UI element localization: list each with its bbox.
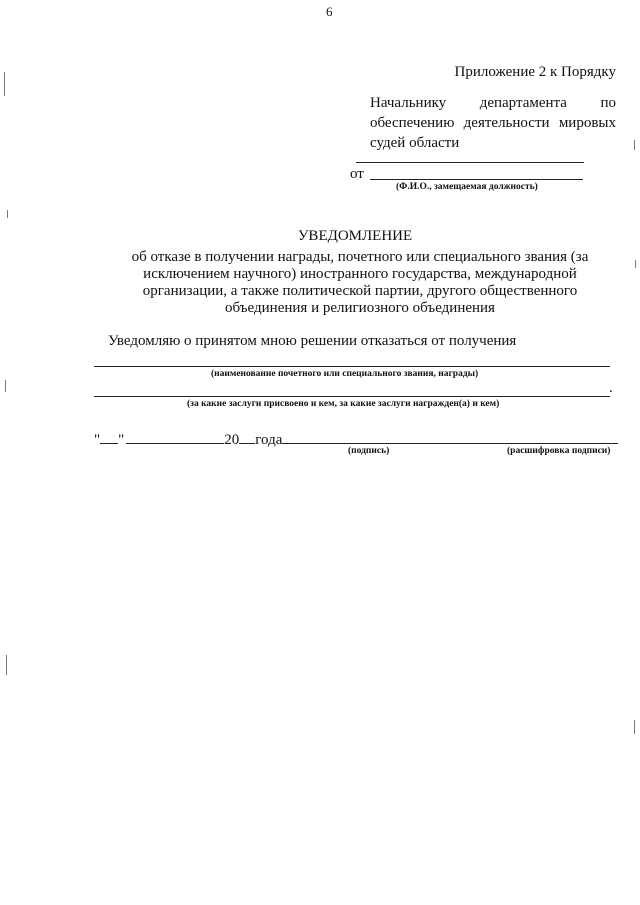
date-quote-open: " [94,432,101,448]
subtitle-line-4: объединения и религиозного объединения [225,300,495,316]
sender-name-field[interactable] [370,179,583,180]
month-field[interactable] [126,429,224,444]
day-field[interactable] [100,429,118,444]
signature-caption: (подпись) [348,446,390,456]
year-field[interactable] [239,429,255,444]
addressee-line-3: судей области [370,135,460,151]
signature-field[interactable] [282,429,502,444]
year-prefix: 20 [224,432,240,448]
from-label: от [350,166,364,182]
year-suffix: года [255,432,283,448]
award-name-field[interactable] [94,366,610,367]
signature-decoding-field[interactable] [502,429,618,444]
sender-caption: (Ф.И.О., замещаемая должность) [396,182,538,192]
scan-mark [4,72,5,96]
document-subtitle [100,249,620,317]
document-title: УВЕДОМЛЕНИЕ [297,228,413,244]
decoding-caption: (расшифровка подписи) [507,446,611,456]
subtitle-line-3: организации, а также политической партии, другого общественного [142,283,578,299]
scan-mark [6,655,7,675]
date-quote-close: " [118,432,125,448]
merit-field[interactable] [94,396,610,397]
addressee-line-1: Начальнику департамента по [370,95,616,111]
appendix-label: Приложение 2 к Порядку [454,64,616,80]
addressee-block [370,93,616,153]
scan-mark [634,720,635,734]
subtitle-line-2: исключением научного) иностранного государства, международной [143,266,577,282]
merit-caption: (за какие заслуги присвоено и кем, за какие заслуги награжден(а) и кем) [187,399,500,409]
award-caption: (наименование почетного или специального звания, награды) [211,369,479,379]
addressee-blank-line[interactable] [356,162,584,163]
subtitle-line-1: об отказе в получении награды, почетного или специального звания (за [131,249,589,265]
page-number: 6 [326,4,333,19]
merit-period: . [609,380,613,396]
addressee-line-2: обеспечению деятельности мировых [370,115,616,131]
scan-mark [635,260,636,268]
statement-text: Уведомляю о принятом мною решении отказаться от получения [108,333,517,349]
scan-mark [7,210,8,218]
scan-mark [5,380,6,392]
scan-mark [634,140,635,150]
